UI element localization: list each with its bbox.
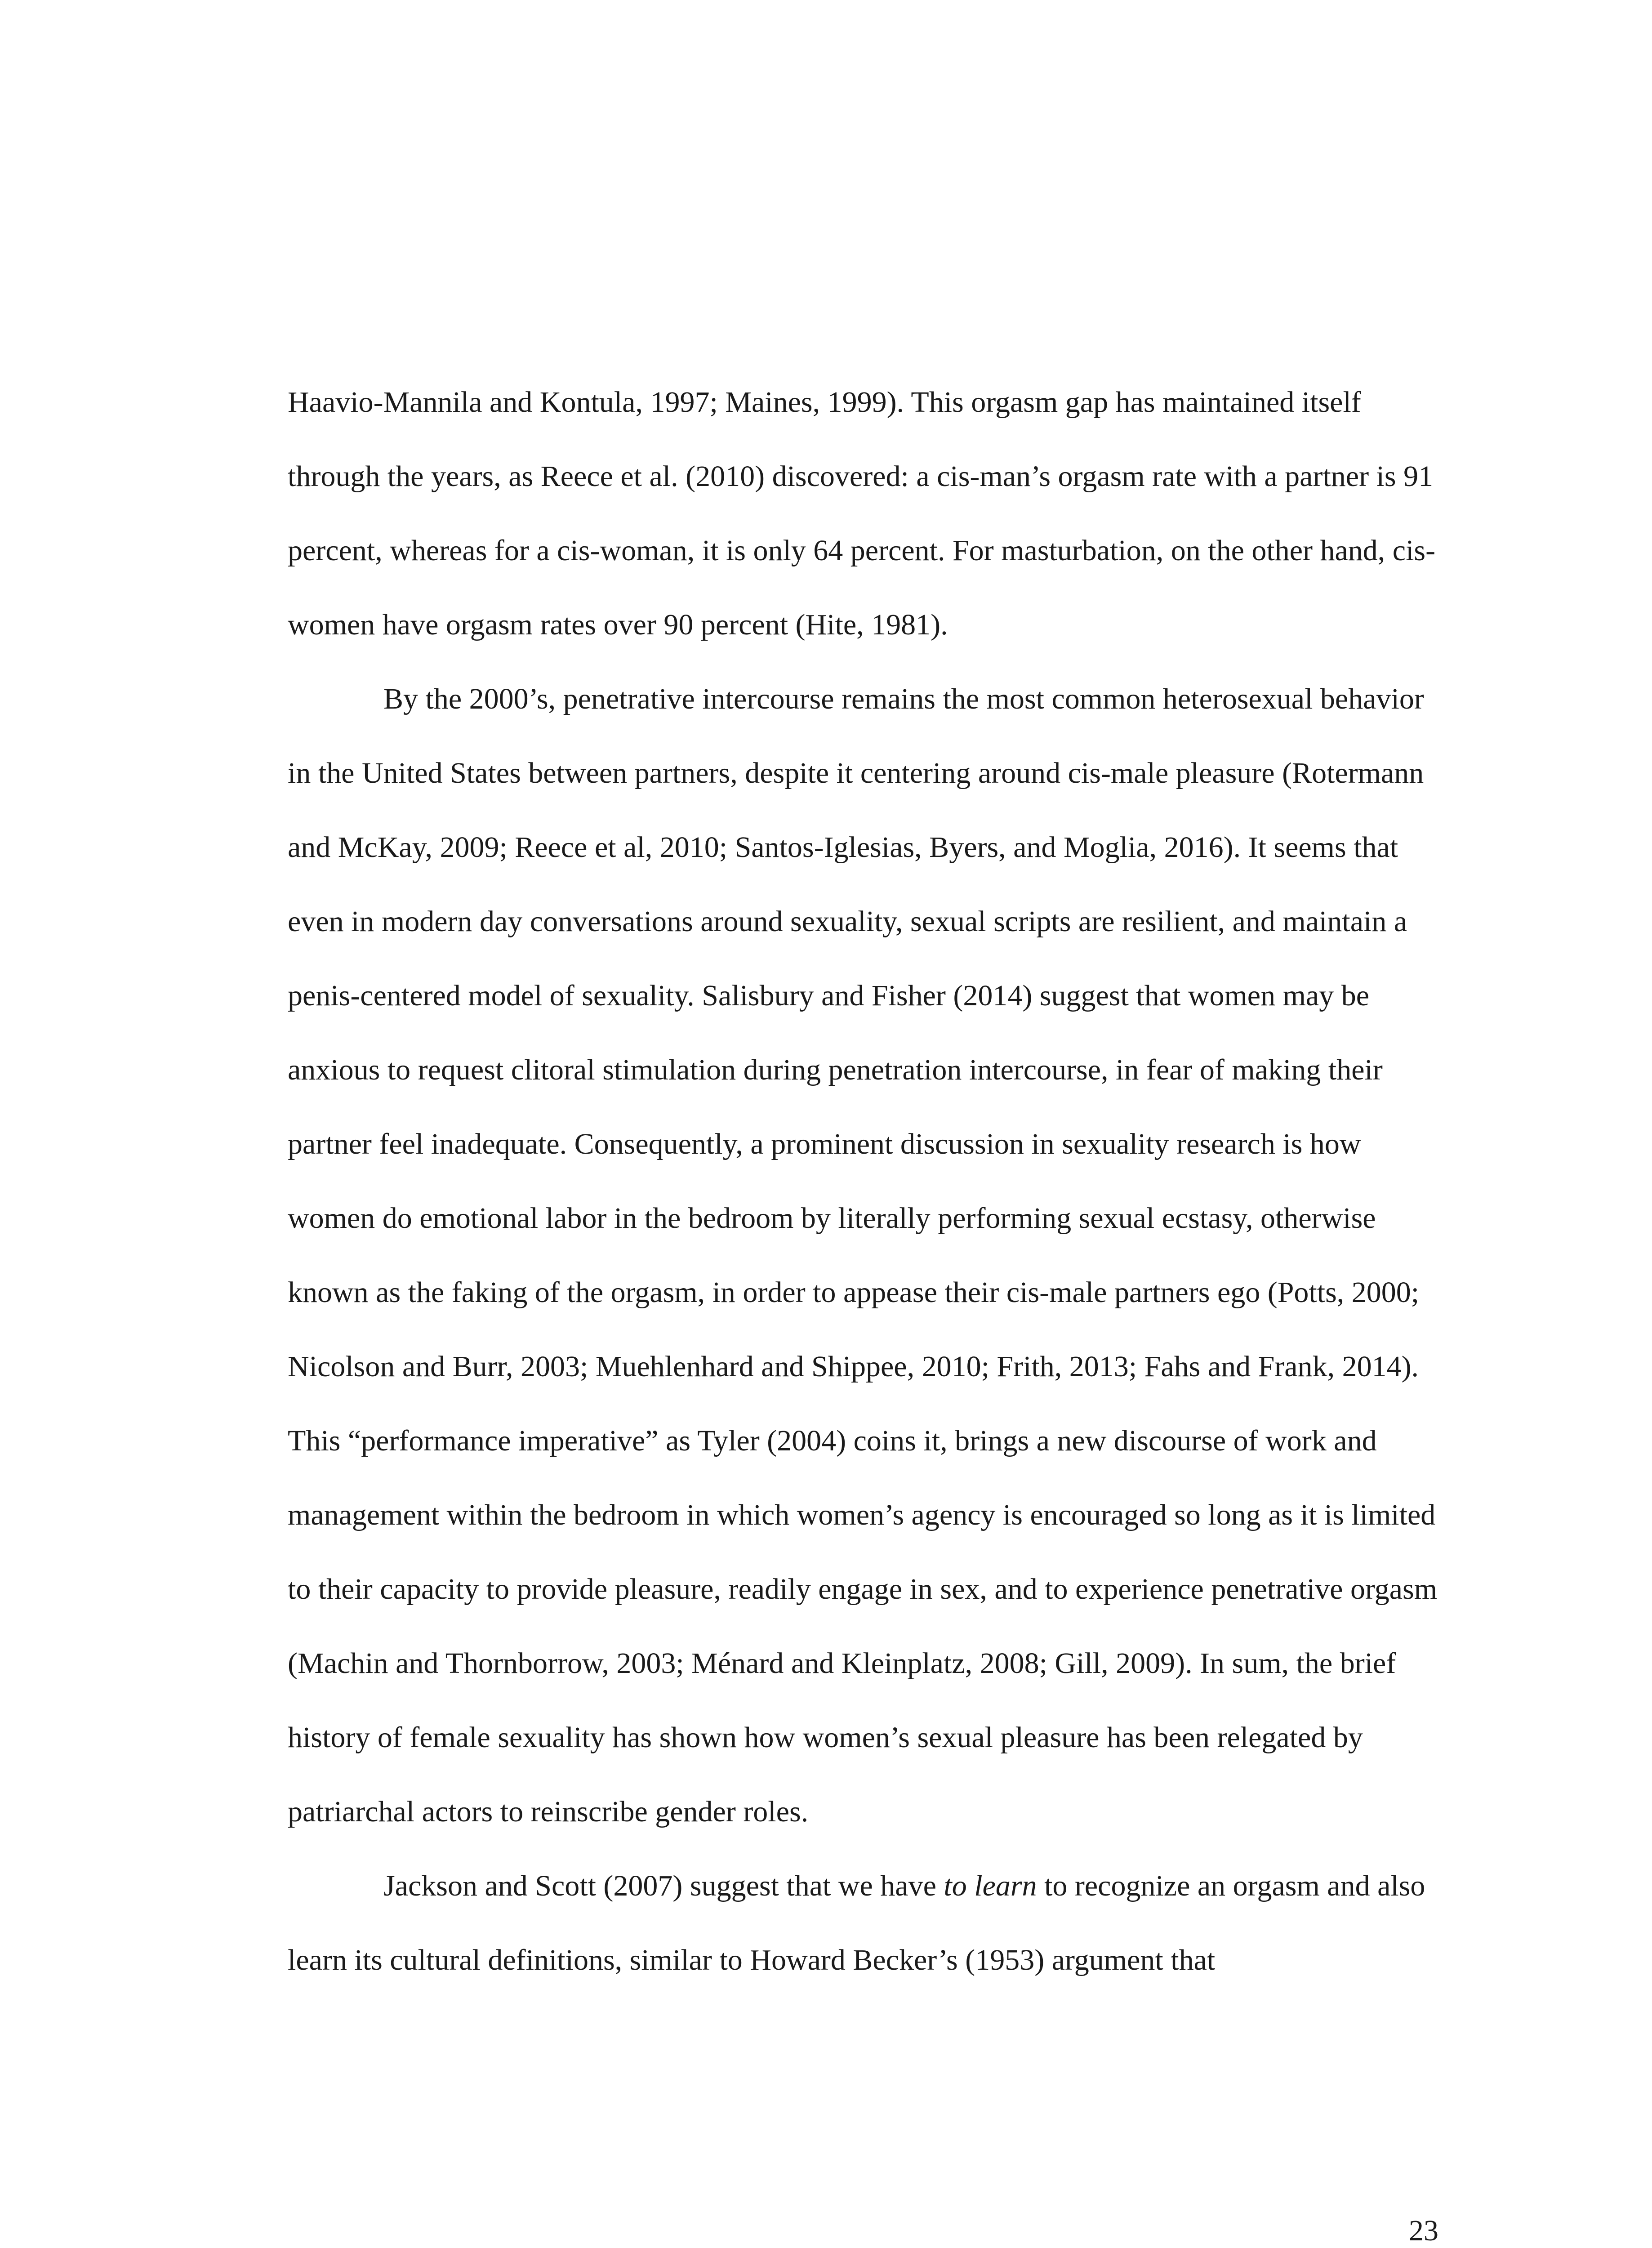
paragraph — [288, 1849, 1438, 1997]
paragraph-text: Jackson and Scott (2007) suggest that we have — [383, 1869, 944, 1902]
paragraph: By the 2000’s, penetrative intercourse remains the most common heterosexual behavior in the United States between partners, despite it centering around cis-male pleasure (Rotermann and McKay, 2009; Reece et al, 2010; Santos-Iglesias, Byers, and Moglia, 2016). It seems that even in modern day conversations around sexuality, sexual scripts are resilient, and maintain a penis-centered model of sexuality. Salisbury and Fisher (2014) suggest that women may be anxious to request clitoral stimulation during penetration intercourse, in fear of making their partner feel inadequate. Consequently, a prominent discussion in sexuality research is how women do emotional labor in the bedroom by literally performing sexual ecstasy, otherwise known as the faking of the orgasm, in order to appease their cis-male partners ego (Potts, 2000; Nicolson and Burr, 2003; Muehlenhard and Shippee, 2010; Frith, 2013; Fahs and Frank, 2014). This “performance imperative” as Tyler (2004) coins it, brings a new discourse of work and management within the bedroom in which women’s agency is encouraged so long as it is limited to their capacity to provide pleasure, readily engage in sex, and to experience penetrative orgasm (Machin and Thornborrow, 2003; Ménard and Kleinplatz, 2008; Gill, 2009). In sum, the brief history of female sexuality has shown how women’s sexual pleasure has been relegated by patriarchal actors to reinscribe gender roles. — [288, 682, 1438, 1828]
paragraph: Haavio-Mannila and Kontula, 1997; Maines, 1999). This orgasm gap has maintained itself through the years, as Reece et al. (2010) discovered: a cis-man’s orgasm rate with a partner is 91 percent, whereas for a cis-woman, it is only 64 percent. For masturbation, on the other hand, cis-women have orgasm rates over 90 percent (Hite, 1981). — [288, 386, 1436, 641]
emphasized-text: to learn — [944, 1869, 1037, 1902]
body-text — [288, 365, 1438, 1997]
paragraph-text: to recognize an orgasm and also learn its cultural definitions, similar to Howard Becker’s (1953) argument that — [288, 1869, 1425, 1976]
page-number: 23 — [1409, 2214, 1438, 2247]
